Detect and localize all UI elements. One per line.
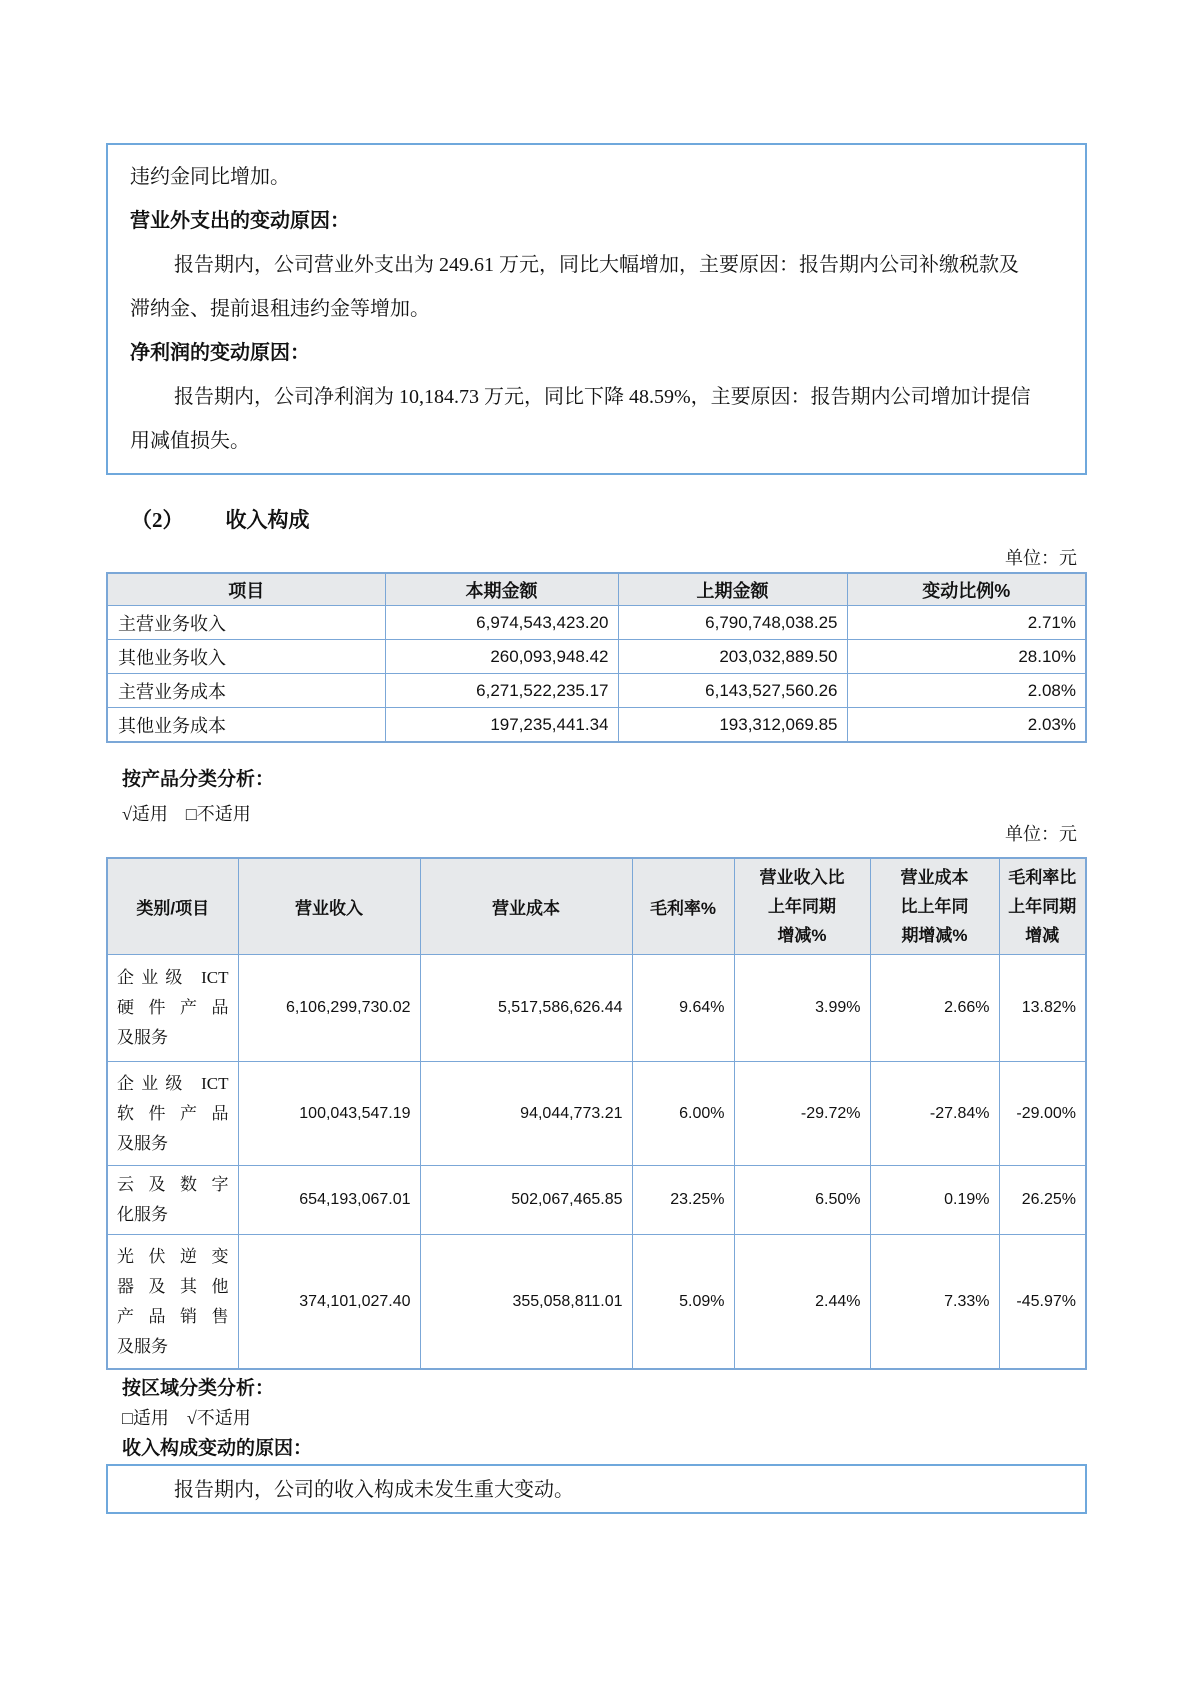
table-cell: 5.09%	[632, 1235, 734, 1370]
table-cell: -27.84%	[870, 1062, 999, 1166]
table-cell: 502,067,465.85	[420, 1166, 632, 1235]
region-applicability-line: □适用 √不适用	[122, 1408, 251, 1428]
header-line: 上年同期	[1008, 897, 1077, 916]
reason-text: 报告期内，公司的收入构成未发生重大变动。	[174, 1479, 574, 1501]
table-row-ict-hardware	[107, 955, 1086, 1062]
table1-header-prior: 上期金额	[618, 573, 847, 606]
table-cell: 7.33%	[870, 1235, 999, 1370]
table-cell: 654,193,067.01	[238, 1166, 420, 1235]
table-cell: 2.71%	[847, 606, 1086, 640]
table2-header-margin: 毛利率%	[632, 858, 734, 955]
label-line: 光伏逆变	[117, 1246, 229, 1266]
table-cell: 6,106,299,730.02	[238, 955, 420, 1062]
table2-header-margin-yoy	[999, 858, 1086, 955]
table2-header-revenue-yoy	[734, 858, 870, 955]
note-line: 报告期内，公司净利润为 10,184.73 万元，同比下降 48.59%，主要原因：报告期内公司增加计提信	[174, 386, 1031, 408]
header-line: 增减%	[777, 926, 827, 945]
section-number: （2）	[131, 508, 184, 532]
table-cell: 100,043,547.19	[238, 1062, 420, 1166]
region-analysis-heading: 按区域分类分析：	[122, 1378, 275, 1399]
table-cell: 2.08%	[847, 674, 1086, 708]
table-cell: 5,517,586,626.44	[420, 955, 632, 1062]
table-cell: 6,271,522,235.17	[385, 674, 618, 708]
expense-profit-note-box	[106, 143, 1087, 475]
label-line: 企业级 ICT	[117, 1073, 229, 1093]
table-row	[107, 606, 1086, 640]
table-cell: 3.99%	[734, 955, 870, 1062]
note-heading-non-operating-expense: 营业外支出的变动原因：	[130, 210, 350, 232]
product-breakdown-table	[106, 857, 1087, 1370]
table-header-row	[107, 858, 1086, 955]
table-row-cloud-digital	[107, 1166, 1086, 1235]
product-applicability-line: √适用 □不适用	[122, 804, 251, 824]
table2-header-revenue: 营业收入	[238, 858, 420, 955]
table-cell: 主营业务收入	[107, 606, 385, 640]
header-line: 期增减%	[901, 926, 968, 945]
section-title: 收入构成	[225, 508, 310, 532]
table-cell: 374,101,027.40	[238, 1235, 420, 1370]
header-line: 增减	[1025, 926, 1060, 945]
label-line: 硬件产品	[117, 998, 229, 1017]
unit-label: 单位：元	[1005, 824, 1077, 844]
table-cell: -29.00%	[999, 1062, 1086, 1166]
category-cell	[107, 955, 238, 1062]
table-cell: 0.19%	[870, 1166, 999, 1235]
table-cell: 193,312,069.85	[618, 708, 847, 743]
table-cell: 9.64%	[632, 955, 734, 1062]
table-row-pv-inverter	[107, 1235, 1086, 1370]
label-line: 器及其他	[117, 1276, 229, 1296]
table-row	[107, 640, 1086, 674]
table-row	[107, 708, 1086, 743]
table-cell: 28.10%	[847, 640, 1086, 674]
label-line: 软件产品	[117, 1103, 229, 1123]
label-line: 及服务	[117, 1336, 168, 1356]
table-cell: 主营业务成本	[107, 674, 385, 708]
table-cell: 2.44%	[734, 1235, 870, 1370]
table-cell: 260,093,948.42	[385, 640, 618, 674]
table2-header-cost: 营业成本	[420, 858, 632, 955]
table-cell: -45.97%	[999, 1235, 1086, 1370]
table-cell: 197,235,441.34	[385, 708, 618, 743]
reason-heading: 收入构成变动的原因：	[122, 1438, 313, 1459]
category-cell	[107, 1235, 238, 1370]
table-cell: 6.50%	[734, 1166, 870, 1235]
note-line: 报告期内，公司营业外支出为 249.61 万元，同比大幅增加，主要原因：报告期内公司补缴税款及	[174, 254, 1019, 276]
income-composition-table	[106, 572, 1087, 743]
label-line: 产品销售	[117, 1306, 229, 1326]
header-line: 营业收入比	[759, 868, 845, 887]
table-row-ict-software	[107, 1062, 1086, 1166]
table-cell: 其他业务成本	[107, 708, 385, 743]
header-line: 比上年同	[900, 897, 969, 916]
table-cell: 203,032,889.50	[618, 640, 847, 674]
note-line: 滞纳金、提前退租违约金等增加。	[130, 298, 430, 320]
note-line: 违约金同比增加。	[130, 166, 290, 188]
label-line: 企业级 ICT	[117, 968, 229, 987]
unit-label: 单位：元	[1005, 548, 1077, 568]
table-cell: 94,044,773.21	[420, 1062, 632, 1166]
table1-header-current: 本期金额	[385, 573, 618, 606]
reason-note-box	[106, 1464, 1087, 1514]
label-line: 及服务	[117, 1133, 168, 1153]
table2-header-cost-yoy	[870, 858, 999, 955]
header-line: 营业成本	[900, 868, 969, 887]
table-cell: 6.00%	[632, 1062, 734, 1166]
header-line: 毛利率比	[1008, 868, 1077, 887]
table-cell: 23.25%	[632, 1166, 734, 1235]
table-cell: 2.66%	[870, 955, 999, 1062]
table-cell: -29.72%	[734, 1062, 870, 1166]
table-row	[107, 674, 1086, 708]
table-cell: 2.03%	[847, 708, 1086, 743]
table-cell: 其他业务收入	[107, 640, 385, 674]
note-heading-net-profit: 净利润的变动原因：	[130, 342, 310, 364]
label-line: 云及数字	[117, 1175, 229, 1194]
table-header-row	[107, 573, 1086, 606]
category-cell	[107, 1166, 238, 1235]
table2-header-category: 类别/项目	[107, 858, 238, 955]
product-analysis-heading: 按产品分类分析：	[122, 769, 275, 790]
table-cell: 6,974,543,423.20	[385, 606, 618, 640]
category-cell	[107, 1062, 238, 1166]
table-cell: 6,790,748,038.25	[618, 606, 847, 640]
table1-header-change: 变动比例%	[847, 573, 1086, 606]
table-cell: 13.82%	[999, 955, 1086, 1062]
table1-header-item: 项目	[107, 573, 385, 606]
label-line: 化服务	[117, 1205, 168, 1224]
note-line: 用减值损失。	[130, 430, 250, 452]
table-cell: 6,143,527,560.26	[618, 674, 847, 708]
section-heading	[131, 504, 310, 534]
label-line: 及服务	[117, 1028, 168, 1047]
table-cell: 26.25%	[999, 1166, 1086, 1235]
table-cell: 355,058,811.01	[420, 1235, 632, 1370]
header-line: 上年同期	[768, 897, 836, 916]
